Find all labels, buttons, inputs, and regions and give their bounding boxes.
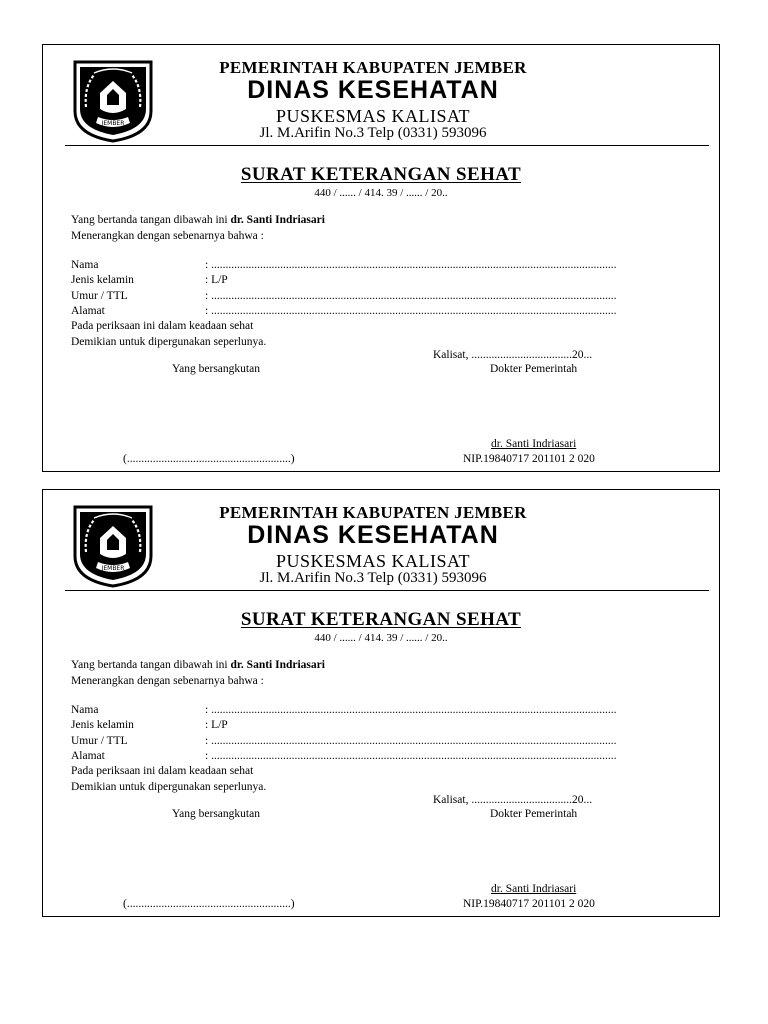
doctor-label: Dokter Pemerintah [490,808,578,820]
field-label: Jenis kelamin [71,719,134,731]
field-row-nama [71,704,687,719]
field-value: : ............................................................................................................................................. [205,290,617,302]
field-label: Nama [71,259,99,271]
government-name: PEMERINTAH KABUPATEN JEMBER [219,58,527,77]
field-value: : ............................................................................................................................................. [205,735,617,747]
closing-statement: Demikian untuk dipergunakan seperlunya. [71,781,267,793]
closing-statement: Demikian untuk dipergunakan seperlunya. [71,336,267,348]
field-label: Umur / TTL [71,735,128,747]
field-row-jenis-kelamin [71,274,687,289]
document-number: 440 / ...... / 414. 39 / ...... / 20.. [314,632,448,644]
svg-text:JEMBER: JEMBER [101,120,125,127]
doctor-name: dr. Santi Indriasari [491,883,577,895]
header-divider [65,145,709,146]
government-name: PEMERINTAH KABUPATEN JEMBER [219,503,527,522]
subject-signature-line: (.........................................................) [123,898,295,910]
place-date: Kalisat, ...................................20... [433,349,593,361]
doctor-name: dr. Santi Indriasari [491,438,577,450]
header-divider [65,590,709,591]
field-row-jenis-kelamin [71,719,687,734]
certificate-card-2 [42,489,720,917]
signer-name: dr. Santi Indriasari [230,659,325,671]
field-value: : ............................................................................................................................................. [205,750,617,762]
field-label: Alamat [71,750,105,762]
intro-line-2: Menerangkan dengan sebenarnya bahwa : [71,675,264,687]
field-value: : ............................................................................................................................................. [205,305,617,317]
office-address: Jl. M.Arifin No.3 Telp (0331) 593096 [259,570,487,586]
office-address: Jl. M.Arifin No.3 Telp (0331) 593096 [259,125,487,141]
doctor-nip: NIP.19840717 201101 2 020 [463,898,595,910]
field-row-alamat [71,305,687,320]
field-label: Jenis kelamin [71,274,134,286]
certificate-card-1 [42,44,720,472]
field-value: : ............................................................................................................................................. [205,259,617,271]
field-value: : L/P [205,719,228,731]
department-name: DINAS KESEHATAN [247,521,499,549]
subject-label: Yang bersangkutan [172,363,260,375]
field-row-alamat [71,750,687,765]
field-row-umur-ttl [71,735,687,750]
subject-signature-line: (.........................................................) [123,453,295,465]
field-label: Alamat [71,305,105,317]
intro-line-2: Menerangkan dengan sebenarnya bahwa : [71,230,264,242]
intro-line-1: Yang bertanda tangan dibawah ini dr. Santi Indriasari [71,214,325,226]
field-row-nama [71,259,687,274]
subject-label: Yang bersangkutan [172,808,260,820]
signer-name: dr. Santi Indriasari [230,214,325,226]
field-row-umur-ttl [71,290,687,305]
document-title: SURAT KETERANGAN SEHAT [240,164,522,185]
field-label: Nama [71,704,99,716]
place-date: Kalisat, ...................................20... [433,794,593,806]
document-number: 440 / ...... / 414. 39 / ...... / 20.. [314,187,448,199]
puskesmas-name: PUSKESMAS KALISAT [275,551,471,571]
svg-text:JEMBER: JEMBER [101,565,125,572]
document-title: SURAT KETERANGAN SEHAT [240,609,522,630]
puskesmas-name: PUSKESMAS KALISAT [275,106,471,126]
doctor-nip: NIP.19840717 201101 2 020 [463,453,595,465]
field-label: Umur / TTL [71,290,128,302]
doctor-label: Dokter Pemerintah [490,363,578,375]
intro-line-1: Yang bertanda tangan dibawah ini dr. Santi Indriasari [71,659,325,671]
field-value: : L/P [205,274,228,286]
department-name: DINAS KESEHATAN [247,76,499,104]
field-value: : ............................................................................................................................................. [205,704,617,716]
health-statement: Pada periksaan ini dalam keadaan sehat [71,765,254,777]
health-statement: Pada periksaan ini dalam keadaan sehat [71,320,254,332]
